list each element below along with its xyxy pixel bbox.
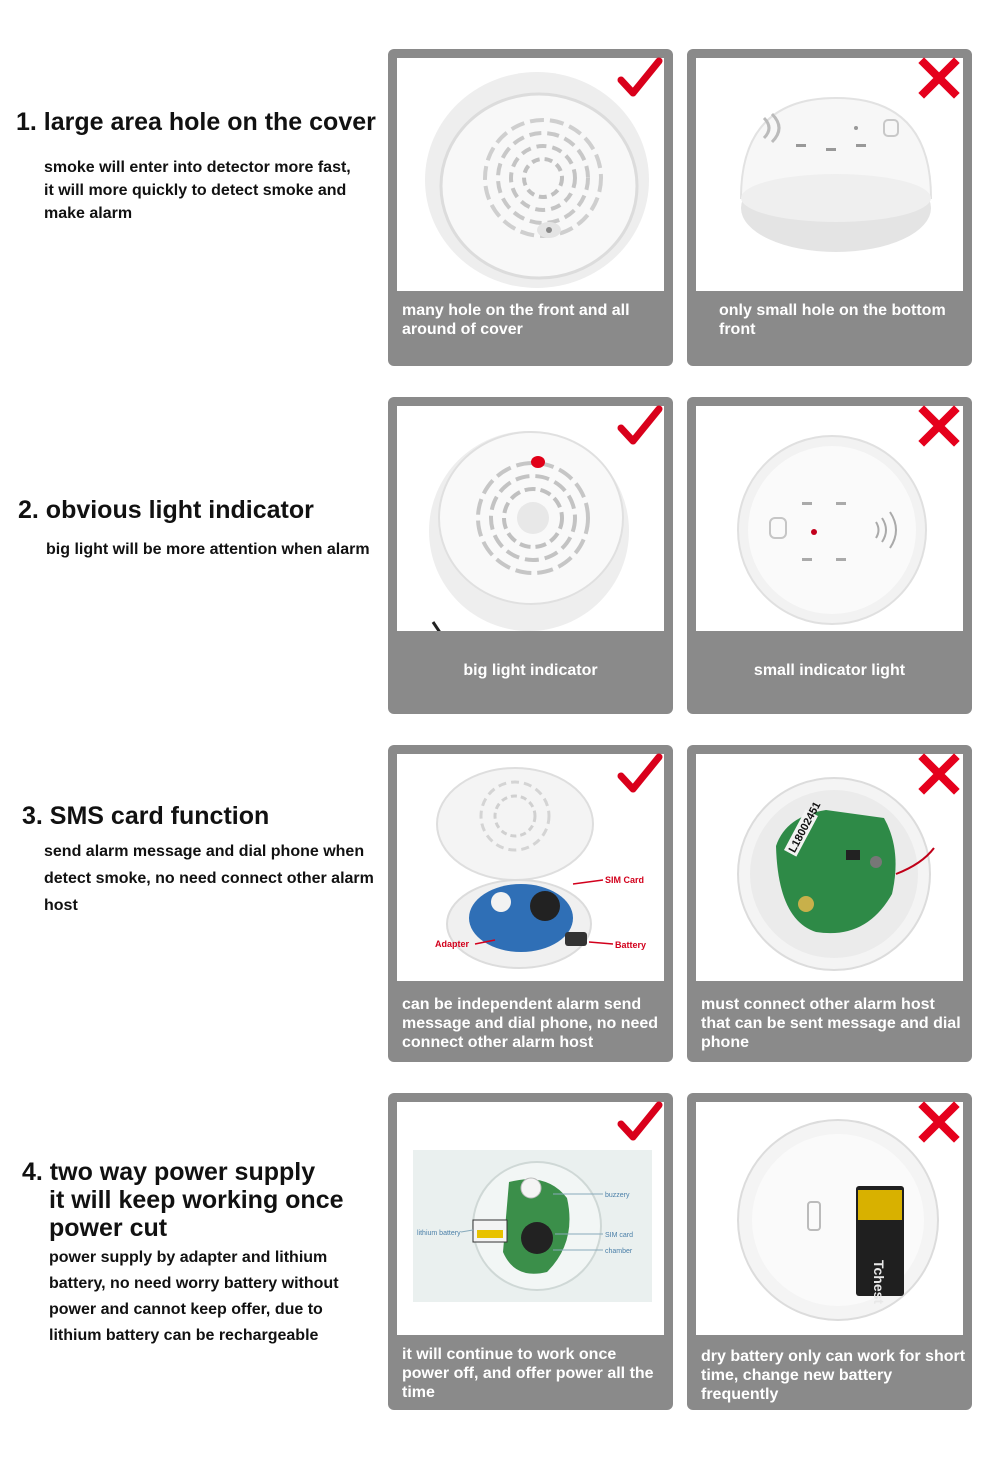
good-example-panel: [388, 745, 673, 1062]
desc-line: battery, no need worry battery without: [49, 1275, 339, 1292]
section-1-heading: 1. large area hole on the cover: [16, 108, 376, 136]
desc-line: lithium battery can be rechargeable: [49, 1327, 319, 1344]
buzzer-label: buzzery: [605, 1192, 630, 1199]
section-4-heading: [22, 1158, 344, 1242]
good-caption: it will continue to work once power off, and offer power all the time: [402, 1346, 654, 1401]
section-sms-card: [0, 740, 1000, 1090]
check-icon: [617, 1099, 663, 1145]
desc-line: it will more quickly to detect smoke and: [44, 182, 347, 199]
adapter-label: Adapter: [435, 939, 470, 949]
bad-caption: only small hole on the bottom front: [719, 302, 946, 338]
good-example-panel: [388, 397, 673, 714]
section-light-indicator: [0, 380, 1000, 740]
cross-icon: [916, 751, 962, 797]
desc-line: smoke will enter into detector more fast,: [44, 159, 351, 176]
bad-example-panel: [687, 397, 972, 714]
sim-card-label: SIM Card: [605, 875, 645, 885]
section-large-hole-cover: [0, 0, 1000, 380]
battery-brand-label: Tchest: [871, 1260, 887, 1305]
section-1-description: [44, 156, 351, 225]
bad-caption: must connect other alarm host that can be sent message and dial phone: [701, 996, 961, 1051]
good-caption: many hole on the front and all around of cover: [402, 302, 630, 338]
check-icon: [617, 403, 663, 449]
good-example-panel: [388, 1093, 673, 1410]
heading-line: 4. two way power supply: [22, 1158, 316, 1186]
good-caption: big light indicator: [463, 662, 598, 679]
section-4-description: [49, 1245, 339, 1349]
section-2-description: [46, 538, 370, 561]
bad-example-panel: [687, 745, 972, 1062]
cross-icon: [916, 403, 962, 449]
desc-line: make alarm: [44, 205, 133, 222]
good-caption: can be independent alarm send message and dial phone, no need connect other alarm host: [402, 996, 659, 1051]
bad-example-panel: [687, 1093, 972, 1410]
desc-line: big light will be more attention when alarm: [46, 541, 370, 558]
cross-icon: [916, 55, 962, 101]
good-example-panel: [388, 49, 673, 366]
desc-line: host: [44, 897, 78, 914]
cross-icon: [916, 1099, 962, 1145]
board-serial-label: L18002451: [786, 800, 824, 855]
check-icon: [617, 751, 663, 797]
bad-caption: small indicator light: [753, 662, 906, 679]
bad-caption: dry battery only can work for short time, change new battery frequently: [701, 1348, 966, 1403]
lithium-battery-label: lithium battery: [417, 1230, 461, 1237]
chamber-label: chamber: [605, 1248, 633, 1255]
desc-line: send alarm message and dial phone when: [44, 843, 365, 860]
sim-card-label: SIM card: [605, 1232, 634, 1239]
desc-line: power and cannot keep offer, due to: [49, 1301, 323, 1318]
heading-line: it will keep working once: [49, 1186, 344, 1214]
section-2-heading: 2. obvious light indicator: [18, 496, 314, 524]
section-3-description: [44, 838, 374, 919]
battery-label: Battery: [615, 940, 647, 950]
desc-line: detect smoke, no need connect other alarm: [44, 870, 374, 887]
check-icon: [617, 55, 663, 101]
section-3-heading: 3. SMS card function: [22, 802, 270, 830]
heading-line: power cut: [49, 1214, 168, 1242]
desc-line: power supply by adapter and lithium: [49, 1249, 328, 1266]
section-power-supply: [0, 1090, 1000, 1467]
bad-example-panel: [687, 49, 972, 366]
